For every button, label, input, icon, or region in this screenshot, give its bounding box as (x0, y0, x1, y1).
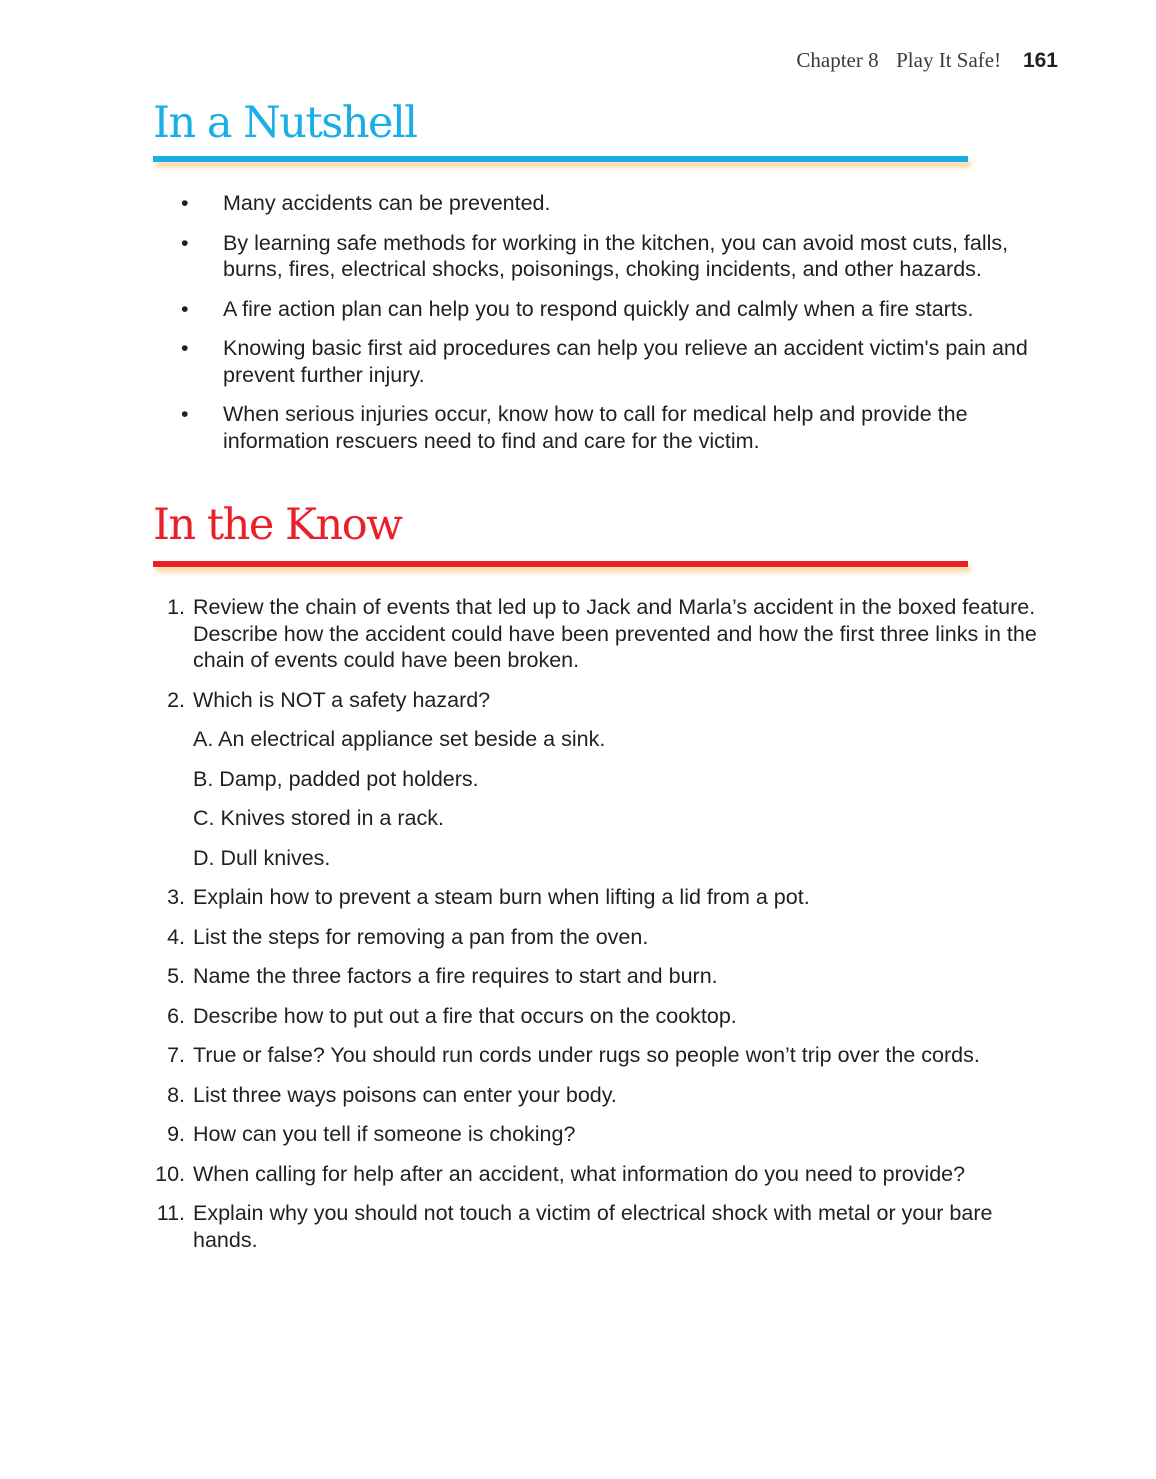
question-number: 3. (167, 885, 185, 909)
question-number: 9. (167, 1122, 185, 1146)
bullet-text: Knowing basic first aid procedures can help you relieve an accident victim's pain and prevent further injury. (223, 336, 1028, 387)
bullet-text: By learning safe methods for working in the kitchen, you can avoid most cuts, falls, burns, fires, electrical shocks, poisonings, choking incidents, and other hazards. (223, 230, 1009, 281)
list-item (0, 335, 1156, 388)
list-item (0, 190, 1156, 217)
bullet-text: When serious injuries occur, know how to call for medical help and provide the information rescuers need to find and care for the victim. (223, 402, 968, 453)
option-text: B. Damp, padded pot holders. (193, 766, 479, 791)
question-item (0, 1082, 1156, 1109)
know-heading: In the Know (153, 500, 402, 550)
question-text: Describe how to put out a fire that occurs on the cooktop. (193, 1003, 737, 1028)
question-number: 4. (167, 924, 185, 949)
question-text: Name the three factors a fire requires to start and burn. (193, 964, 718, 988)
know-heading-rule (153, 561, 968, 567)
option-text: A. An electrical appliance set beside a sink. (193, 727, 606, 751)
question-number: 6. (167, 1003, 185, 1028)
nutshell-heading: In a Nutshell (153, 98, 417, 148)
question-text: Explain why you should not touch a victim of electrical shock with metal or your bare hands. (193, 1201, 993, 1252)
bullet-text: A fire action plan can help you to respond quickly and calmly when a fire starts. (223, 296, 974, 321)
list-item (0, 230, 1156, 283)
question-text: How can you tell if someone is choking? (193, 1122, 576, 1146)
answer-option (0, 766, 1156, 793)
list-item (0, 296, 1156, 323)
bullet-icon: • (181, 230, 189, 255)
page-number: 161 (1022, 49, 1058, 72)
know-question-list (0, 594, 1156, 1266)
answer-option (0, 845, 1156, 872)
question-item (0, 1003, 1156, 1030)
question-text: True or false? You should run cords under rugs so people won’t trip over the cords. (193, 1043, 980, 1067)
bullet-text: Many accidents can be prevented. (223, 191, 551, 215)
question-item (0, 884, 1156, 911)
answer-option (0, 726, 1156, 753)
question-item (0, 1161, 1156, 1188)
bullet-icon: • (181, 336, 189, 360)
bullet-icon: • (181, 191, 189, 215)
chapter-label: Chapter 8 (796, 48, 879, 72)
question-number: 10. (155, 1161, 185, 1186)
question-text: List three ways poisons can enter your body. (193, 1082, 617, 1107)
question-item (0, 1042, 1156, 1069)
running-head (796, 46, 1058, 75)
question-number: 8. (167, 1082, 185, 1107)
chapter-title: Play It Safe! (896, 48, 1002, 72)
answer-option (0, 805, 1156, 832)
question-item (0, 594, 1156, 674)
bullet-icon: • (181, 402, 189, 426)
bullet-icon: • (181, 296, 189, 321)
option-text: C. Knives stored in a rack. (193, 806, 444, 830)
question-item (0, 963, 1156, 990)
question-text: Which is NOT a safety hazard? (193, 687, 491, 712)
question-text: Review the chain of events that led up to Jack and Marla’s accident in the boxed feature. Describe how the accident could have been prevented and how the first three links in the chain of events could have been broken. (193, 595, 1037, 672)
nutshell-heading-rule (153, 156, 968, 162)
nutshell-bullet-list (0, 190, 1156, 467)
question-item (0, 1121, 1156, 1148)
question-text: Explain how to prevent a steam burn when lifting a lid from a pot. (193, 885, 810, 909)
question-item (0, 687, 1156, 714)
question-number: 2. (167, 687, 185, 712)
question-item (0, 1200, 1156, 1253)
question-number: 11. (156, 1201, 185, 1225)
option-text: D. Dull knives. (193, 845, 331, 870)
question-number: 7. (167, 1043, 185, 1067)
question-text: List the steps for removing a pan from the oven. (193, 924, 649, 949)
question-item (0, 924, 1156, 951)
list-item (0, 401, 1156, 454)
question-number: 1. (167, 595, 185, 619)
question-number: 5. (167, 964, 185, 988)
question-text: When calling for help after an accident, what information do you need to provide? (193, 1161, 966, 1186)
